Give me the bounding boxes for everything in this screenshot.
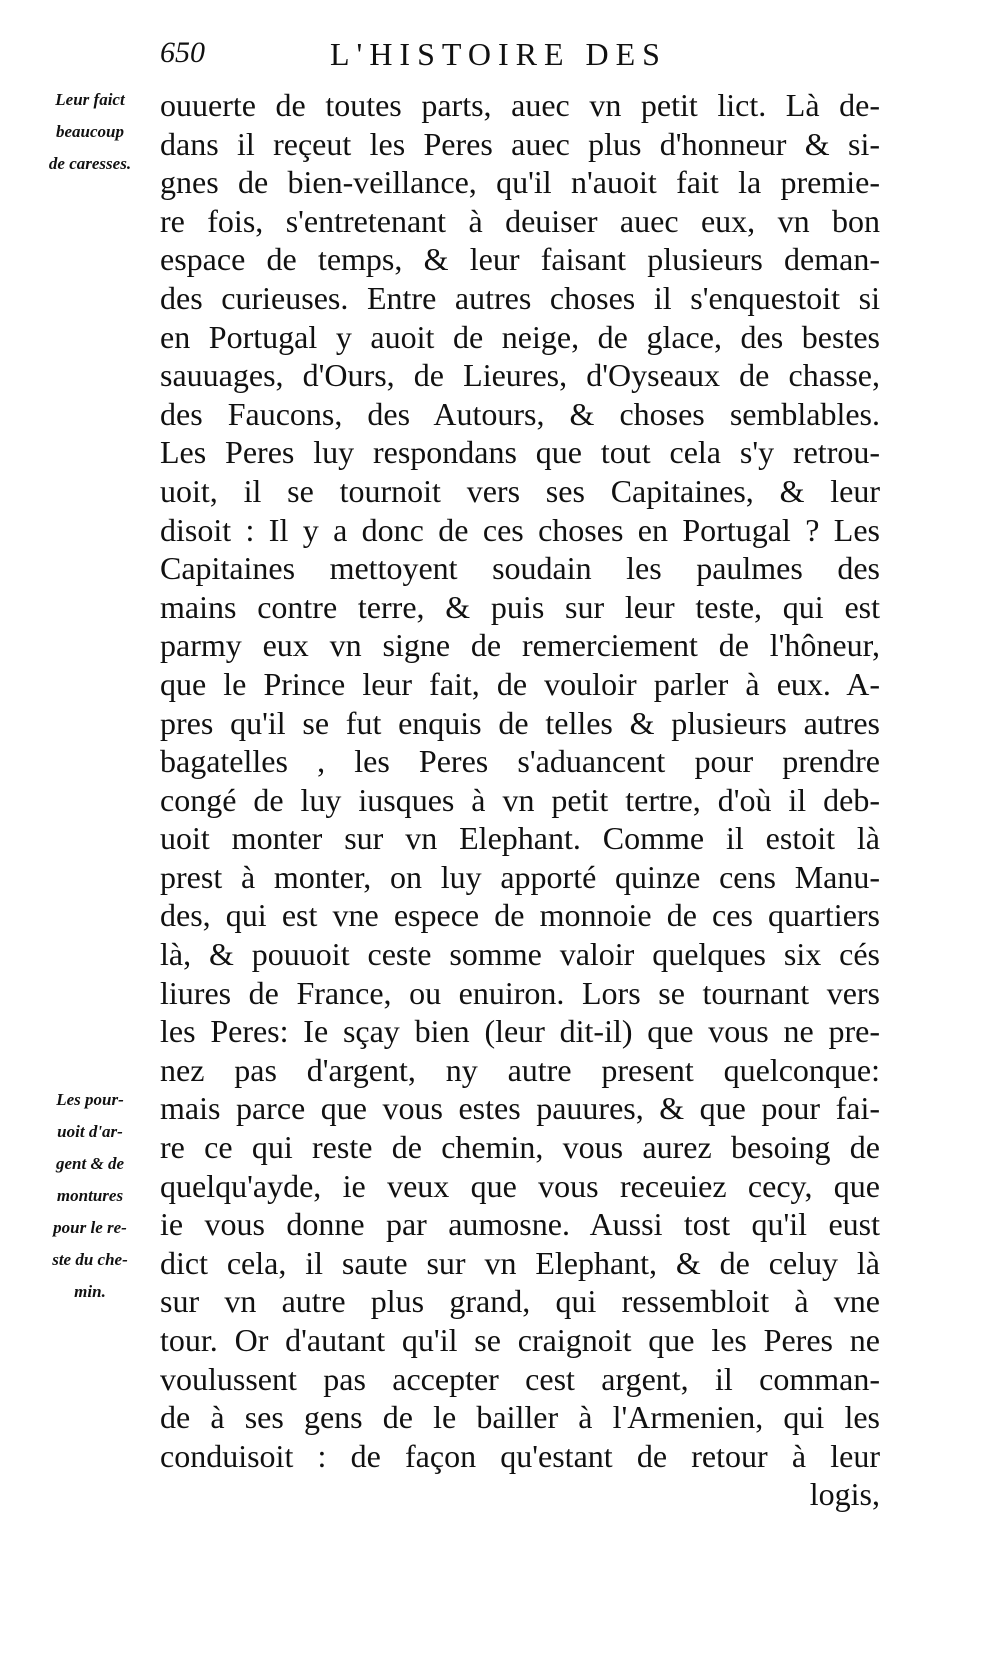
text-line: liures de France, ou enuiron. Lors se tournant vers xyxy=(160,974,880,1011)
text-line: sauuages, d'Ours, de Lieures, d'Oyseaux de chasse, xyxy=(160,357,880,394)
text-line: que le Prince leur fait, de vouloir parler à eux. A- xyxy=(160,665,880,702)
text-line: mains contre terre, & puis sur leur teste, qui est xyxy=(160,588,880,625)
margin-note: Les pour- uoit d'ar- gent & de montures pour le re- ste du che- min. xyxy=(52,1090,128,1301)
text-line: en Portugal y auoit de neige, de glace, des bestes xyxy=(160,318,880,355)
text-line: parmy eux vn signe de remerciement de l'hôneur, xyxy=(160,627,880,664)
text-line: tour. Or d'autant qu'il se craignoit que les Peres ne xyxy=(160,1322,880,1358)
margin-note: Leur faict beaucoup de caresses. xyxy=(48,90,132,173)
text-line: Capitaines mettoyent soudain les paulmes des xyxy=(160,550,880,587)
text-line: des curieuses. Entre autres choses il s'enquestoit si xyxy=(160,279,880,316)
text-line: prest à monter, on luy apporté quinze cens Manu- xyxy=(160,858,880,895)
text-line: uoit, il se tournoit vers ses Capitaines, & leur xyxy=(160,472,880,509)
text-line: mais parce que vous estes pauures, & que pour fai- xyxy=(160,1090,880,1127)
text-line: dans il reçeut les Peres auec plus d'honneur & si- xyxy=(160,125,880,162)
text-line: conduisoit : de façon qu'estant de retour à leur xyxy=(160,1437,880,1474)
text-line: disoit : Il y a donc de ces choses en Portugal ? Les xyxy=(160,511,880,548)
running-title: L'HISTOIRE DES xyxy=(330,36,667,72)
text-line: re fois, s'entretenant à deuiser auec eux, vn bon xyxy=(160,202,880,239)
text-line: ie vous donne par aumosne. Aussi tost qu'il eust xyxy=(160,1206,880,1243)
text-line: bagatelles , les Peres s'aduancent pour prendre xyxy=(160,743,880,780)
text-line: espace de temps, & leur faisant plusieurs deman- xyxy=(160,241,880,278)
text-line: des, qui est vne espece de monnoie de ces quartiers xyxy=(160,897,880,934)
text-line: congé de luy iusques à vn petit tertre, d'où il deb- xyxy=(160,781,880,818)
text-line: uoit monter sur vn Elephant. Comme il estoit là xyxy=(160,820,880,857)
text-line: pres qu'il se fut enquis de telles & plusieurs autres xyxy=(160,704,880,741)
text-line: re ce qui reste de chemin, vous aurez besoing de xyxy=(160,1129,880,1166)
text-line: gnes de bien-veillance, qu'il n'auoit fait la premie- xyxy=(160,164,880,201)
body-text xyxy=(160,86,880,1514)
text-line: voulussent pas accepter cest argent, il comman- xyxy=(160,1360,880,1397)
text-line: nez pas d'argent, ny autre present quelconque: xyxy=(160,1051,880,1088)
text-line: quelqu'ayde, ie veux que vous receuiez cecy, que xyxy=(160,1167,880,1204)
page-number: 650 xyxy=(160,36,205,69)
text-line: des Faucons, des Autours, & choses semblables. xyxy=(160,395,880,432)
running-head xyxy=(160,36,880,80)
text-line: là, & pouuoit ceste somme valoir quelques six cés xyxy=(160,936,880,973)
text-line: sur vn autre plus grand, qui ressembloit à vne xyxy=(160,1283,880,1320)
text-line: de à ses gens de le bailler à l'Armenien, qui les xyxy=(160,1399,880,1436)
text-line: dict cela, il saute sur vn Elephant, & de celuy là xyxy=(160,1244,880,1281)
text-line: les Peres: Ie sçay bien (leur dit-il) que vous ne pre- xyxy=(160,1013,880,1050)
text-line: Les Peres luy respondans que tout cela s'y retrou- xyxy=(160,434,880,471)
catchword: logis, xyxy=(809,1476,880,1513)
text-line: ouuerte de toutes parts, auec vn petit lict. Là de- xyxy=(160,87,880,123)
